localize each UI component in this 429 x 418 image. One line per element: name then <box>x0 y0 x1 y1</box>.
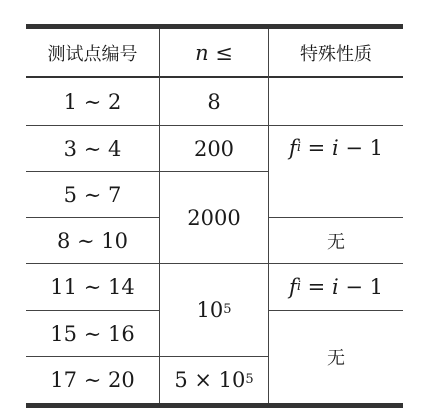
property-4: 无 <box>327 348 345 369</box>
n-limit-3: 2000 <box>187 205 241 230</box>
n-limit-4: 10 5 <box>196 298 232 322</box>
row-id-6: 15 ∼ 16 <box>50 321 135 346</box>
header-test-id: 测试点编号 <box>47 43 138 65</box>
row-id-7: 17 ∼ 20 <box>50 368 135 392</box>
n-limit-1: 8 <box>207 89 221 114</box>
table-bottom-rule <box>26 403 403 408</box>
property-2: 无 <box>327 231 345 253</box>
header-special-property: 特殊性质 <box>300 43 372 65</box>
n-limit-2: 200 <box>193 136 235 161</box>
property-1: f i = i − 1 <box>289 135 383 160</box>
row-id-3: 5 ∼ 7 <box>63 182 122 207</box>
row-id-4: 8 ∼ 10 <box>56 228 129 253</box>
header-n-limit: n ≤ <box>195 40 233 65</box>
n-limit-5: 5 × 10 5 <box>174 368 254 392</box>
row-id-2: 3 ∼ 4 <box>63 136 122 161</box>
property-3: f i = i − 1 <box>289 275 383 299</box>
row-id-5: 11 ∼ 14 <box>50 275 135 299</box>
row-id-1: 1 ∼ 2 <box>63 89 122 114</box>
